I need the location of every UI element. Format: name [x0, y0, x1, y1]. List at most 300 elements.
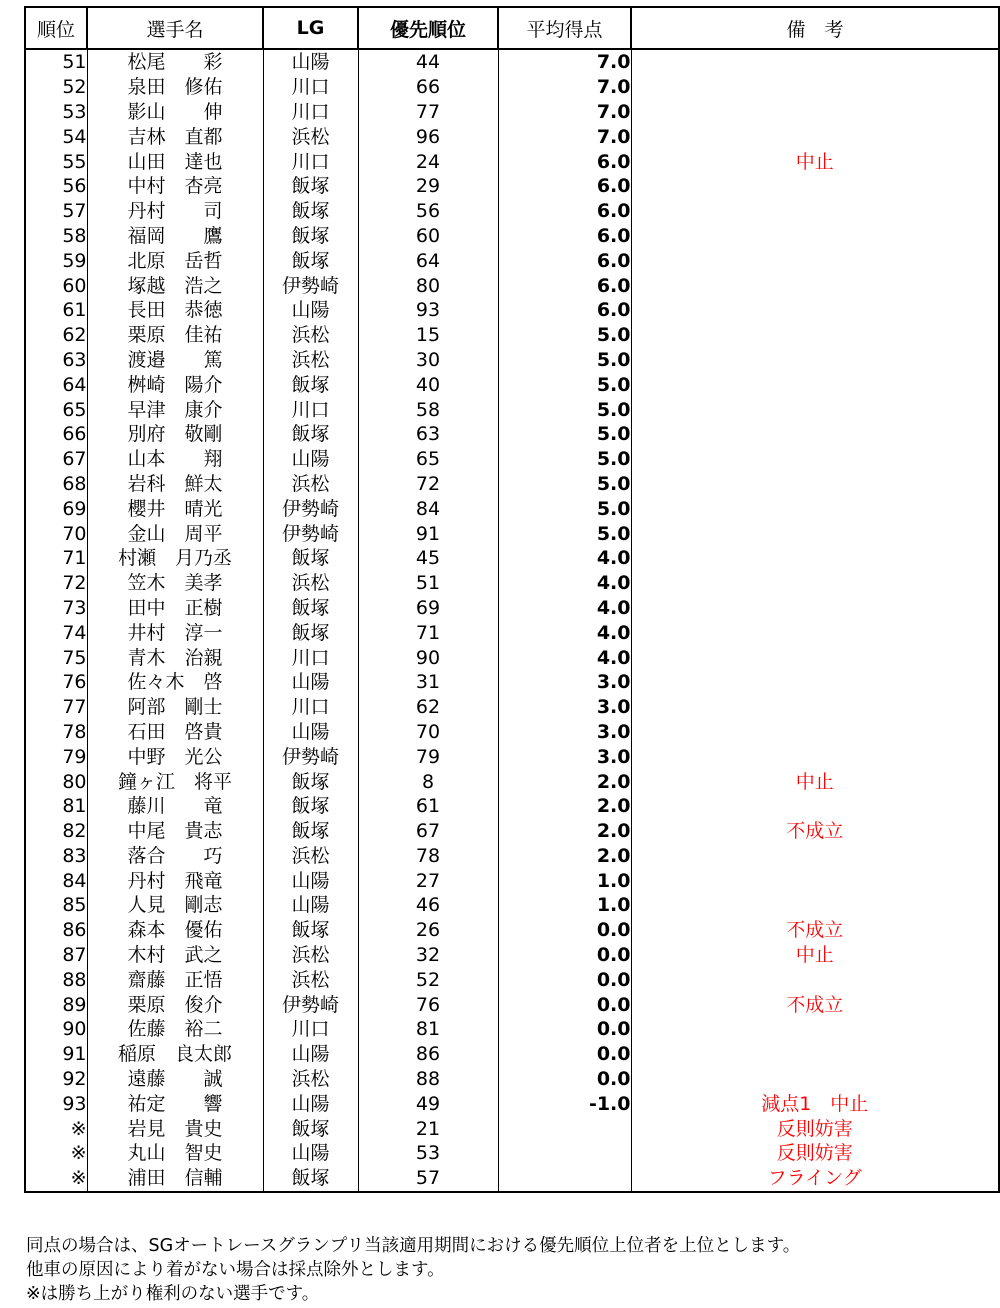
rank-cell: 64: [25, 372, 87, 397]
name-cell: 櫻井 晴光: [87, 496, 263, 521]
priority-cell: 86: [358, 1042, 498, 1067]
remark-cell: 中止: [631, 943, 999, 968]
rank-cell: 82: [25, 819, 87, 844]
lg-cell: 飯塚: [263, 174, 358, 199]
table-row: [25, 645, 999, 670]
name-cell: 栗原 俊介: [87, 992, 263, 1017]
average-cell: 0.0: [498, 992, 631, 1017]
remark-cell: [631, 323, 999, 348]
remark-cell: [631, 794, 999, 819]
priority-cell: 44: [358, 49, 498, 75]
average-cell: 3.0: [498, 695, 631, 720]
rank-cell: 88: [25, 967, 87, 992]
lg-cell: 飯塚: [263, 248, 358, 273]
average-cell: 0.0: [498, 1017, 631, 1042]
remark-cell: [631, 124, 999, 149]
name-cell: 村瀬 月乃丞: [87, 546, 263, 571]
name-cell: 桝崎 陽介: [87, 372, 263, 397]
lg-cell: 浜松: [263, 1067, 358, 1092]
table-row: [25, 447, 999, 472]
rank-cell: 74: [25, 620, 87, 645]
priority-cell: 72: [358, 472, 498, 497]
header-row: [25, 7, 999, 49]
lg-cell: 飯塚: [263, 1116, 358, 1141]
priority-cell: 8: [358, 769, 498, 794]
priority-cell: 57: [358, 1166, 498, 1192]
rank-cell: 62: [25, 323, 87, 348]
average-cell: 6.0: [498, 174, 631, 199]
priority-cell: 91: [358, 521, 498, 546]
rank-cell: 83: [25, 844, 87, 869]
table-row: [25, 1091, 999, 1116]
lg-cell: 山陽: [263, 1091, 358, 1116]
average-cell: 5.0: [498, 397, 631, 422]
lg-cell: 飯塚: [263, 199, 358, 224]
priority-cell: 24: [358, 149, 498, 174]
priority-cell: 81: [358, 1017, 498, 1042]
priority-cell: 21: [358, 1116, 498, 1141]
remark-cell: [631, 100, 999, 125]
table-row: [25, 967, 999, 992]
average-cell: 5.0: [498, 496, 631, 521]
rank-cell: 54: [25, 124, 87, 149]
remark-cell: [631, 397, 999, 422]
average-cell: -1.0: [498, 1091, 631, 1116]
remark-cell: [631, 1017, 999, 1042]
name-cell: 泉田 修佑: [87, 75, 263, 100]
table-row: [25, 1017, 999, 1042]
remark-cell: 減点1 中止: [631, 1091, 999, 1116]
remark-cell: 反則妨害: [631, 1141, 999, 1166]
table-row: [25, 75, 999, 100]
rank-cell: 72: [25, 571, 87, 596]
lg-cell: 飯塚: [263, 372, 358, 397]
lg-cell: 飯塚: [263, 422, 358, 447]
remark-cell: 反則妨害: [631, 1116, 999, 1141]
name-cell: 岩科 鮮太: [87, 472, 263, 497]
footnote-exclusion: 他車の原因により着がない場合は採点除外とします。: [26, 1260, 445, 1280]
table-row: [25, 695, 999, 720]
name-cell: 福岡 鷹: [87, 224, 263, 249]
table-row: [25, 844, 999, 869]
lg-cell: 山陽: [263, 720, 358, 745]
priority-cell: 71: [358, 620, 498, 645]
priority-cell: 58: [358, 397, 498, 422]
remark-cell: [631, 273, 999, 298]
priority-cell: 29: [358, 174, 498, 199]
remark-cell: [631, 670, 999, 695]
average-cell: 6.0: [498, 149, 631, 174]
name-cell: 田中 正樹: [87, 596, 263, 621]
name-cell: 稲原 良太郎: [87, 1042, 263, 1067]
rank-cell: 71: [25, 546, 87, 571]
average-cell: 5.0: [498, 372, 631, 397]
name-cell: 北原 岳哲: [87, 248, 263, 273]
name-cell: 吉林 直都: [87, 124, 263, 149]
lg-cell: 浜松: [263, 571, 358, 596]
table-row: [25, 348, 999, 373]
name-cell: 別府 敬剛: [87, 422, 263, 447]
table-row: [25, 943, 999, 968]
priority-cell: 77: [358, 100, 498, 125]
table-row: [25, 149, 999, 174]
remark-cell: [631, 967, 999, 992]
rank-cell: 78: [25, 720, 87, 745]
lg-cell: 山陽: [263, 868, 358, 893]
remark-cell: [631, 521, 999, 546]
header-average: 平均得点: [498, 7, 631, 49]
name-cell: 栗原 佳祐: [87, 323, 263, 348]
rank-cell: 51: [25, 49, 87, 75]
lg-cell: 飯塚: [263, 596, 358, 621]
remark-cell: 不成立: [631, 819, 999, 844]
table-row: [25, 868, 999, 893]
name-cell: 影山 伸: [87, 100, 263, 125]
name-cell: 落合 巧: [87, 844, 263, 869]
lg-cell: 浜松: [263, 844, 358, 869]
table-row: [25, 720, 999, 745]
priority-cell: 52: [358, 967, 498, 992]
average-cell: 0.0: [498, 1067, 631, 1092]
lg-cell: 浜松: [263, 472, 358, 497]
rank-cell: 61: [25, 298, 87, 323]
table-row: [25, 174, 999, 199]
priority-cell: 96: [358, 124, 498, 149]
name-cell: 井村 淳一: [87, 620, 263, 645]
name-cell: 齋藤 正悟: [87, 967, 263, 992]
priority-cell: 90: [358, 645, 498, 670]
table-row: [25, 248, 999, 273]
remark-cell: [631, 1067, 999, 1092]
remark-cell: [631, 546, 999, 571]
rank-cell: 67: [25, 447, 87, 472]
table-row: [25, 100, 999, 125]
rank-cell: 65: [25, 397, 87, 422]
table-row: [25, 496, 999, 521]
average-cell: 6.0: [498, 273, 631, 298]
name-cell: 金山 周平: [87, 521, 263, 546]
table-row: [25, 1067, 999, 1092]
remark-cell: フライング: [631, 1166, 999, 1192]
remark-cell: [631, 49, 999, 75]
name-cell: 丸山 智史: [87, 1141, 263, 1166]
priority-cell: 63: [358, 422, 498, 447]
table-row: [25, 992, 999, 1017]
table-row: [25, 819, 999, 844]
lg-cell: 川口: [263, 100, 358, 125]
table-row: [25, 199, 999, 224]
priority-cell: 53: [358, 1141, 498, 1166]
remark-cell: [631, 620, 999, 645]
lg-cell: 川口: [263, 397, 358, 422]
remark-cell: [631, 75, 999, 100]
average-cell: 4.0: [498, 620, 631, 645]
lg-cell: 浜松: [263, 348, 358, 373]
priority-cell: 49: [358, 1091, 498, 1116]
footnote-tiebreak: 同点の場合は、SGオートレースグランプリ当該適用期間における優先順位上位者を上位とします。: [26, 1236, 801, 1256]
average-cell: 7.0: [498, 75, 631, 100]
rank-cell: 66: [25, 422, 87, 447]
lg-cell: 飯塚: [263, 918, 358, 943]
name-cell: 青木 治親: [87, 645, 263, 670]
name-cell: 丹村 司: [87, 199, 263, 224]
rank-cell: 79: [25, 744, 87, 769]
rank-cell: 93: [25, 1091, 87, 1116]
average-cell: 5.0: [498, 521, 631, 546]
lg-cell: 川口: [263, 75, 358, 100]
name-cell: 祐定 響: [87, 1091, 263, 1116]
priority-cell: 65: [358, 447, 498, 472]
rank-cell: 81: [25, 794, 87, 819]
table-row: [25, 472, 999, 497]
priority-cell: 76: [358, 992, 498, 1017]
priority-cell: 46: [358, 893, 498, 918]
rank-cell: 58: [25, 224, 87, 249]
footnote-no-advance: ※は勝ち上がり権利のない選手です。: [26, 1284, 320, 1304]
name-cell: 中村 杏亮: [87, 174, 263, 199]
table-row: [25, 893, 999, 918]
name-cell: 浦田 信輔: [87, 1166, 263, 1192]
remark-cell: [631, 744, 999, 769]
priority-cell: 32: [358, 943, 498, 968]
name-cell: 佐々木 啓: [87, 670, 263, 695]
remark-cell: [631, 174, 999, 199]
average-cell: 1.0: [498, 893, 631, 918]
rank-cell: 73: [25, 596, 87, 621]
priority-cell: 64: [358, 248, 498, 273]
table-row: [25, 397, 999, 422]
name-cell: 山田 達也: [87, 149, 263, 174]
lg-cell: 山陽: [263, 1042, 358, 1067]
table-row: [25, 1141, 999, 1166]
lg-cell: 川口: [263, 149, 358, 174]
priority-cell: 70: [358, 720, 498, 745]
rank-cell: 85: [25, 893, 87, 918]
header-name: 選手名: [87, 7, 263, 49]
lg-cell: 飯塚: [263, 224, 358, 249]
name-cell: 長田 恭徳: [87, 298, 263, 323]
rank-cell: 57: [25, 199, 87, 224]
average-cell: 7.0: [498, 124, 631, 149]
rank-cell: 53: [25, 100, 87, 125]
name-cell: 木村 武之: [87, 943, 263, 968]
average-cell: 2.0: [498, 769, 631, 794]
rank-cell: 80: [25, 769, 87, 794]
lg-cell: 伊勢崎: [263, 521, 358, 546]
remark-cell: [631, 298, 999, 323]
lg-cell: 川口: [263, 1017, 358, 1042]
rank-cell: 59: [25, 248, 87, 273]
lg-cell: 飯塚: [263, 819, 358, 844]
priority-cell: 60: [358, 224, 498, 249]
remark-cell: 不成立: [631, 992, 999, 1017]
average-cell: 4.0: [498, 596, 631, 621]
remark-cell: [631, 472, 999, 497]
lg-cell: 山陽: [263, 298, 358, 323]
priority-cell: 15: [358, 323, 498, 348]
lg-cell: 川口: [263, 695, 358, 720]
remark-cell: [631, 893, 999, 918]
priority-cell: 66: [358, 75, 498, 100]
lg-cell: 飯塚: [263, 546, 358, 571]
average-cell: 0.0: [498, 967, 631, 992]
header-remarks: 備 考: [631, 7, 999, 49]
rank-cell: 76: [25, 670, 87, 695]
name-cell: 鐘ヶ江 将平: [87, 769, 263, 794]
table-row: [25, 273, 999, 298]
remark-cell: [631, 571, 999, 596]
remark-cell: [631, 496, 999, 521]
lg-cell: 飯塚: [263, 620, 358, 645]
name-cell: 藤川 竜: [87, 794, 263, 819]
rank-cell: 52: [25, 75, 87, 100]
priority-cell: 45: [358, 546, 498, 571]
name-cell: 笠木 美孝: [87, 571, 263, 596]
average-cell: 7.0: [498, 100, 631, 125]
lg-cell: 浜松: [263, 124, 358, 149]
average-cell: 4.0: [498, 571, 631, 596]
priority-cell: 79: [358, 744, 498, 769]
average-cell: 6.0: [498, 199, 631, 224]
rank-cell: 91: [25, 1042, 87, 1067]
rank-cell: 87: [25, 943, 87, 968]
average-cell: 5.0: [498, 447, 631, 472]
priority-cell: 93: [358, 298, 498, 323]
remark-cell: 不成立: [631, 918, 999, 943]
remark-cell: [631, 695, 999, 720]
average-cell: 6.0: [498, 224, 631, 249]
table-row: [25, 794, 999, 819]
name-cell: 遠藤 誠: [87, 1067, 263, 1092]
rank-cell: 68: [25, 472, 87, 497]
priority-cell: 51: [358, 571, 498, 596]
remark-cell: 中止: [631, 149, 999, 174]
header-priority: 優先順位: [358, 7, 498, 49]
table-row: [25, 49, 999, 75]
table-row: [25, 372, 999, 397]
priority-cell: 80: [358, 273, 498, 298]
average-cell: 0.0: [498, 918, 631, 943]
table-row: [25, 323, 999, 348]
lg-cell: 伊勢崎: [263, 273, 358, 298]
table-row: [25, 521, 999, 546]
lg-cell: 伊勢崎: [263, 496, 358, 521]
remark-cell: [631, 422, 999, 447]
table-row: [25, 124, 999, 149]
table-row: [25, 224, 999, 249]
table-row: [25, 1042, 999, 1067]
header-rank: 順位: [25, 7, 87, 49]
remark-cell: [631, 348, 999, 373]
table-body: [25, 49, 999, 1192]
lg-cell: 飯塚: [263, 769, 358, 794]
rank-cell: ※: [25, 1141, 87, 1166]
rank-cell: 77: [25, 695, 87, 720]
average-cell: 2.0: [498, 819, 631, 844]
lg-cell: 山陽: [263, 670, 358, 695]
lg-cell: 伊勢崎: [263, 992, 358, 1017]
name-cell: 松尾 彩: [87, 49, 263, 75]
priority-cell: 69: [358, 596, 498, 621]
name-cell: 阿部 剛士: [87, 695, 263, 720]
average-cell: 5.0: [498, 348, 631, 373]
ranking-table: [24, 6, 1000, 1193]
lg-cell: 山陽: [263, 447, 358, 472]
table-row: [25, 571, 999, 596]
average-cell: 2.0: [498, 844, 631, 869]
lg-cell: 山陽: [263, 49, 358, 75]
average-cell: 3.0: [498, 670, 631, 695]
header-lg: LG: [263, 7, 358, 49]
priority-cell: 56: [358, 199, 498, 224]
average-cell: 3.0: [498, 744, 631, 769]
average-cell: 7.0: [498, 49, 631, 75]
remark-cell: [631, 1042, 999, 1067]
lg-cell: 川口: [263, 645, 358, 670]
priority-cell: 40: [358, 372, 498, 397]
table-row: [25, 769, 999, 794]
rank-cell: 70: [25, 521, 87, 546]
average-cell: 6.0: [498, 248, 631, 273]
table-row: [25, 546, 999, 571]
name-cell: 中野 光公: [87, 744, 263, 769]
remark-cell: [631, 199, 999, 224]
table-row: [25, 422, 999, 447]
average-cell: 5.0: [498, 472, 631, 497]
remark-cell: [631, 844, 999, 869]
remark-cell: [631, 447, 999, 472]
table-row: [25, 744, 999, 769]
priority-cell: 61: [358, 794, 498, 819]
remark-cell: [631, 720, 999, 745]
priority-cell: 62: [358, 695, 498, 720]
lg-cell: 浜松: [263, 323, 358, 348]
priority-cell: 27: [358, 868, 498, 893]
priority-cell: 88: [358, 1067, 498, 1092]
rank-cell: 75: [25, 645, 87, 670]
footnotes: [26, 1234, 800, 1306]
lg-cell: 浜松: [263, 943, 358, 968]
average-cell: 5.0: [498, 323, 631, 348]
average-cell: [498, 1141, 631, 1166]
priority-cell: 67: [358, 819, 498, 844]
remark-cell: [631, 868, 999, 893]
remark-cell: [631, 645, 999, 670]
table-row: [25, 620, 999, 645]
rank-cell: ※: [25, 1166, 87, 1192]
rank-cell: 92: [25, 1067, 87, 1092]
name-cell: 岩見 貴史: [87, 1116, 263, 1141]
table-row: [25, 596, 999, 621]
name-cell: 塚越 浩之: [87, 273, 263, 298]
table-row: [25, 670, 999, 695]
name-cell: 石田 啓貴: [87, 720, 263, 745]
remark-cell: [631, 248, 999, 273]
rank-cell: 90: [25, 1017, 87, 1042]
name-cell: 中尾 貴志: [87, 819, 263, 844]
rank-cell: 86: [25, 918, 87, 943]
rank-cell: 60: [25, 273, 87, 298]
table-row: [25, 298, 999, 323]
remark-cell: [631, 372, 999, 397]
lg-cell: 飯塚: [263, 794, 358, 819]
lg-cell: 飯塚: [263, 1166, 358, 1192]
rank-cell: 63: [25, 348, 87, 373]
name-cell: 山本 翔: [87, 447, 263, 472]
name-cell: 丹村 飛竜: [87, 868, 263, 893]
table-row: [25, 918, 999, 943]
lg-cell: 山陽: [263, 893, 358, 918]
